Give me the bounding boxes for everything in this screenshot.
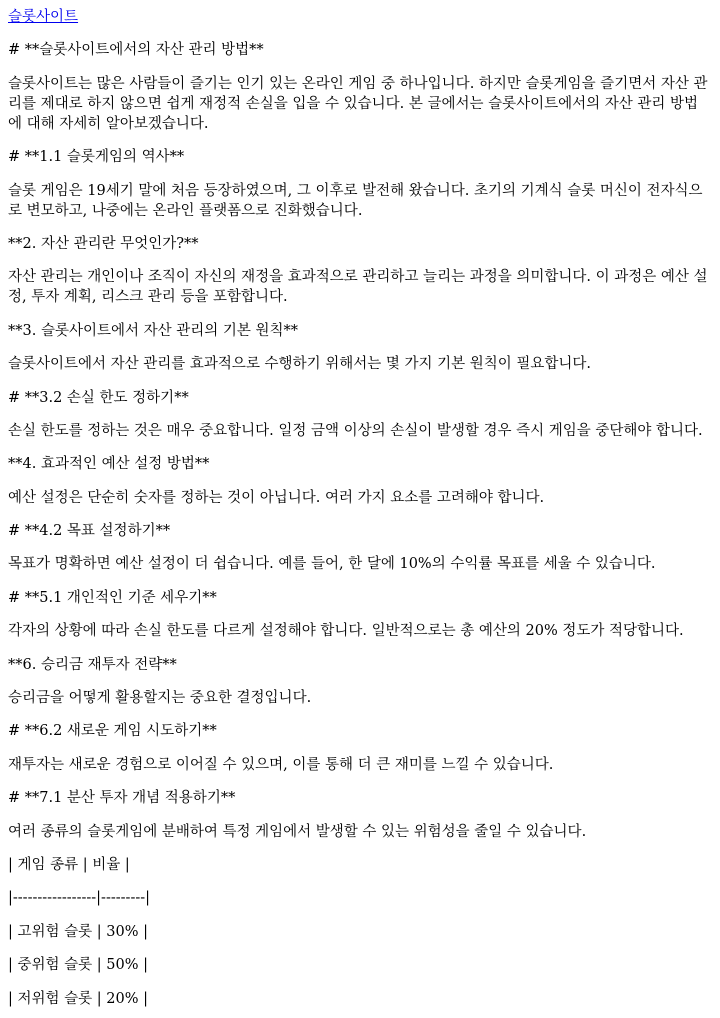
- table-header-row: | 게임 종류 | 비율 |: [8, 856, 130, 873]
- budget-paragraph: 예산 설정은 단순히 숫자를 정하는 것이 아닙니다. 여러 가지 요소를 고려해야 합니다.: [8, 489, 545, 506]
- intro-paragraph: 슬롯사이트는 많은 사람들이 즐기는 인기 있는 온라인 게임 중 하나입니다. 하지만 슬롯게임을 즐기면서 자산 관리를 제대로 하지 않으면 쉽게 재정적 손실을 입을 수 있습니다. 본 글에서는 슬롯사이트에서의 자산 관리 방법에 대해 자세히 알아보겠습니다.: [8, 75, 708, 132]
- table-row: | 저위험 슬롯 | 20% |: [8, 990, 148, 1007]
- heading-reinvestment: **6. 승리금 재투자 전략**: [8, 656, 177, 673]
- site-link[interactable]: 슬롯사이트: [8, 9, 79, 25]
- diversification-paragraph: 여러 종류의 슬롯게임에 분배하여 특정 게임에서 발생할 수 있는 위험성을 줄일 수 있습니다.: [8, 823, 587, 840]
- table-row: | 고위험 슬롯 | 30% |: [8, 923, 148, 940]
- heading-diversification: # **7.1 분산 투자 개념 적용하기**: [8, 790, 236, 807]
- reinvestment-paragraph: 승리금을 어떻게 활용할지는 중요한 결정입니다.: [8, 690, 312, 707]
- heading-basic-principles: **3. 슬롯사이트에서 자산 관리의 기본 원칙**: [8, 322, 298, 339]
- heading-slot-history: # **1.1 슬롯게임의 역사**: [8, 149, 185, 166]
- heading-personal-criteria: # **5.1 개인적인 기준 세우기**: [8, 589, 217, 606]
- heading-budget-setting: **4. 효과적인 예산 설정 방법**: [8, 456, 210, 473]
- asset-management-paragraph: 자산 관리는 개인이나 조직이 자신의 재정을 효과적으로 관리하고 늘리는 과정을 의미합니다. 이 과정은 예산 설정, 투자 계획, 리스크 관리 등을 포함합니다.: [8, 269, 708, 306]
- heading-goal-setting: # **4.2 목표 설정하기**: [8, 523, 171, 540]
- heading-what-is-asset-management: **2. 자산 관리란 무엇인가?**: [8, 235, 199, 252]
- loss-limit-paragraph: 손실 한도를 정하는 것은 매우 중요합니다. 일정 금액 이상의 손실이 발생할 경우 즉시 게임을 중단해야 합니다.: [8, 422, 703, 439]
- new-games-paragraph: 재투자는 새로운 경험으로 이어질 수 있으며, 이를 통해 더 큰 재미를 느낄 수 있습니다.: [8, 756, 554, 773]
- table-row: | 중위험 슬롯 | 50% |: [8, 957, 148, 974]
- table-separator-row: |-----------------|---------|: [8, 890, 151, 907]
- personal-criteria-paragraph: 각자의 상황에 따라 손실 한도를 다르게 설정해야 합니다. 일반적으로는 총 예산의 20% 정도가 적당합니다.: [8, 623, 684, 640]
- heading-loss-limit: # **3.2 손실 한도 정하기**: [8, 389, 189, 406]
- history-paragraph: 슬롯 게임은 19세기 말에 처음 등장하였으며, 그 이후로 발전해 왔습니다. 초기의 기계식 슬롯 머신이 전자식으로 변모하고, 나중에는 온라인 플랫폼으로 진화했습니다.: [8, 182, 703, 219]
- heading-new-games: # **6.2 새로운 게임 시도하기**: [8, 723, 217, 740]
- principles-paragraph: 슬롯사이트에서 자산 관리를 효과적으로 수행하기 위해서는 몇 가지 기본 원칙이 필요합니다.: [8, 356, 591, 373]
- goal-paragraph: 목표가 명확하면 예산 설정이 더 쉽습니다. 예를 들어, 한 달에 10%의 수익률 목표를 세울 수 있습니다.: [8, 556, 656, 573]
- heading-asset-management: # **슬롯사이트에서의 자산 관리 방법**: [8, 42, 264, 59]
